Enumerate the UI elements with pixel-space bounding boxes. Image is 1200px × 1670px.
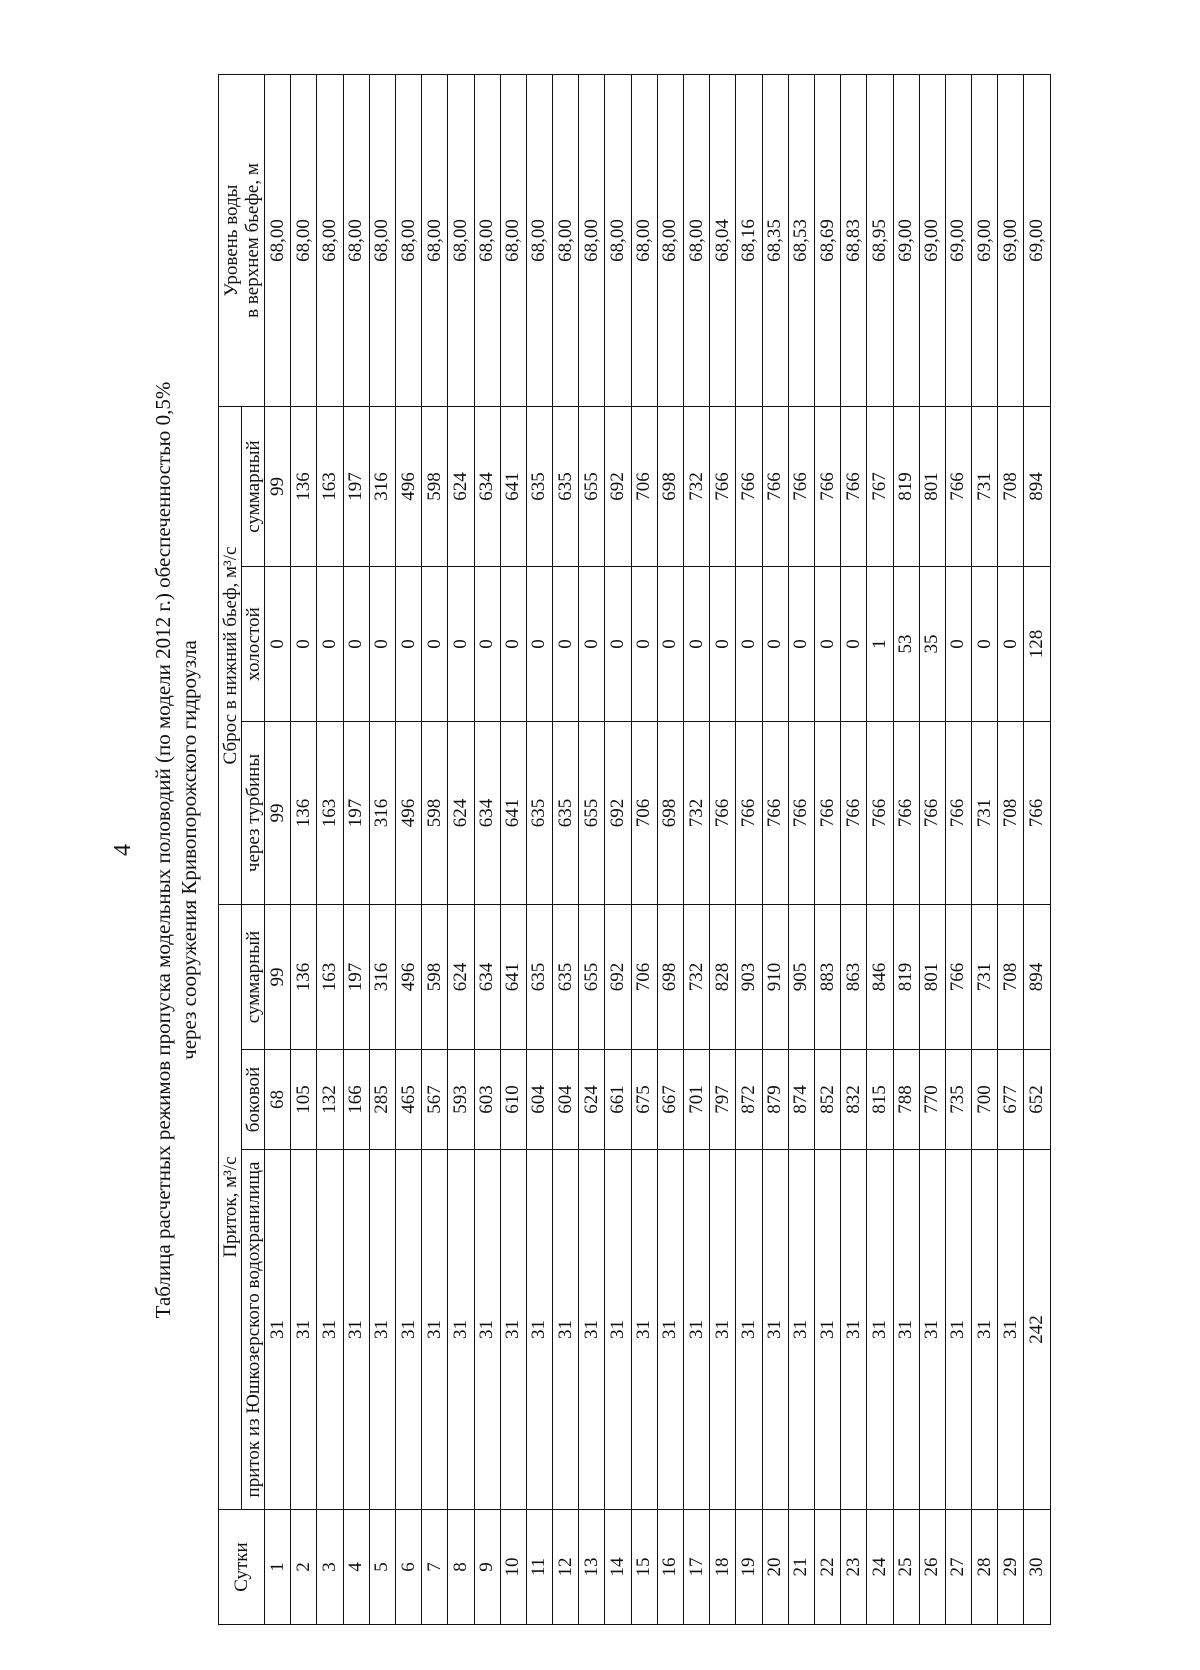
cell-inflow-lateral: 593: [448, 1050, 474, 1150]
cell-discharge-total: 767: [867, 406, 893, 566]
cell-inflow-lateral: 879: [762, 1050, 788, 1150]
cell-inflow-reservoir: 31: [553, 1150, 579, 1510]
cell-discharge-turbines: 766: [945, 721, 971, 904]
cell-inflow-total: 732: [684, 904, 710, 1049]
cell-day: 12: [553, 1510, 579, 1625]
cell-inflow-lateral: 652: [1024, 1050, 1050, 1150]
table-row: [395, 74, 421, 1624]
cell-day: 30: [1024, 1510, 1050, 1625]
cell-water-level: 68,00: [684, 74, 710, 406]
cell-inflow-lateral: 874: [788, 1050, 814, 1150]
cell-discharge-idle: 0: [395, 566, 421, 721]
cell-discharge-idle: 0: [448, 566, 474, 721]
cell-discharge-idle: 0: [631, 566, 657, 721]
cell-discharge-idle: 0: [474, 566, 500, 721]
cell-day: 14: [605, 1510, 631, 1625]
cell-inflow-lateral: 604: [553, 1050, 579, 1150]
cell-inflow-lateral: 675: [631, 1050, 657, 1150]
cell-inflow-total: 894: [1024, 904, 1050, 1049]
cell-inflow-reservoir: 31: [657, 1150, 683, 1510]
cell-discharge-idle: 0: [343, 566, 369, 721]
table-row: [500, 74, 526, 1624]
cell-inflow-total: 801: [919, 904, 945, 1049]
cell-water-level: 69,00: [919, 74, 945, 406]
cell-discharge-idle: 0: [553, 566, 579, 721]
cell-inflow-total: 598: [422, 904, 448, 1049]
cell-inflow-total: 706: [631, 904, 657, 1049]
cell-inflow-total: 766: [945, 904, 971, 1049]
cell-water-level: 68,00: [631, 74, 657, 406]
cell-day: 13: [579, 1510, 605, 1625]
table-row: [867, 74, 893, 1624]
cell-day: 24: [867, 1510, 893, 1625]
cell-inflow-total: 99: [265, 904, 291, 1049]
cell-discharge-total: 766: [788, 406, 814, 566]
table-row: [998, 74, 1024, 1624]
cell-inflow-total: 316: [369, 904, 395, 1049]
cell-inflow-reservoir: 31: [395, 1150, 421, 1510]
cell-inflow-reservoir: 31: [369, 1150, 395, 1510]
cell-discharge-idle: 0: [841, 566, 867, 721]
cell-inflow-total: 641: [500, 904, 526, 1049]
cell-water-level: 68,00: [553, 74, 579, 406]
cell-discharge-idle: 0: [369, 566, 395, 721]
cell-inflow-total: 905: [788, 904, 814, 1049]
cell-inflow-lateral: 68: [265, 1050, 291, 1150]
cell-inflow-reservoir: 31: [788, 1150, 814, 1510]
cell-inflow-total: 692: [605, 904, 631, 1049]
cell-day: 27: [945, 1510, 971, 1625]
cell-inflow-total: 883: [814, 904, 840, 1049]
table-row: [762, 74, 788, 1624]
cell-water-level: 68,83: [841, 74, 867, 406]
cell-discharge-idle: 0: [422, 566, 448, 721]
cell-discharge-turbines: 708: [998, 721, 1024, 904]
cell-discharge-idle: 0: [526, 566, 552, 721]
cell-inflow-reservoir: 31: [919, 1150, 945, 1510]
cell-day: 26: [919, 1510, 945, 1625]
cell-inflow-lateral: 788: [893, 1050, 919, 1150]
cell-inflow-reservoir: 31: [972, 1150, 998, 1510]
cell-discharge-total: 766: [814, 406, 840, 566]
table-row: [710, 74, 736, 1624]
cell-discharge-idle: 1: [867, 566, 893, 721]
cell-inflow-lateral: 567: [422, 1050, 448, 1150]
cell-inflow-reservoir: 31: [448, 1150, 474, 1510]
table-row: [972, 74, 998, 1624]
cell-day: 6: [395, 1510, 421, 1625]
cell-discharge-idle: 0: [736, 566, 762, 721]
table-row: [369, 74, 395, 1624]
cell-inflow-lateral: 700: [972, 1050, 998, 1150]
cell-discharge-total: 708: [998, 406, 1024, 566]
cell-discharge-turbines: 635: [553, 721, 579, 904]
cell-inflow-reservoir: 31: [317, 1150, 343, 1510]
cell-discharge-total: 894: [1024, 406, 1050, 566]
cell-inflow-lateral: 797: [710, 1050, 736, 1150]
cell-discharge-turbines: 197: [343, 721, 369, 904]
cell-day: 28: [972, 1510, 998, 1625]
table-row: [579, 74, 605, 1624]
cell-discharge-idle: 0: [788, 566, 814, 721]
cell-inflow-reservoir: 31: [343, 1150, 369, 1510]
cell-inflow-lateral: 285: [369, 1050, 395, 1150]
table-row: [631, 74, 657, 1624]
cell-discharge-idle: 0: [762, 566, 788, 721]
table-row: [474, 74, 500, 1624]
cell-water-level: 68,00: [448, 74, 474, 406]
cell-inflow-reservoir: 31: [291, 1150, 317, 1510]
cell-inflow-lateral: 667: [657, 1050, 683, 1150]
flood-regime-table: [218, 74, 1051, 1625]
cell-inflow-reservoir: 31: [500, 1150, 526, 1510]
cell-water-level: 68,00: [500, 74, 526, 406]
header-discharge-total: суммарный: [242, 406, 265, 566]
cell-day: 21: [788, 1510, 814, 1625]
cell-discharge-total: 496: [395, 406, 421, 566]
cell-discharge-total: 801: [919, 406, 945, 566]
cell-discharge-idle: 0: [814, 566, 840, 721]
cell-discharge-total: 692: [605, 406, 631, 566]
cell-water-level: 69,00: [893, 74, 919, 406]
cell-water-level: 68,00: [657, 74, 683, 406]
cell-inflow-reservoir: 31: [474, 1150, 500, 1510]
cell-inflow-total: 136: [291, 904, 317, 1049]
cell-discharge-idle: 0: [317, 566, 343, 721]
cell-day: 9: [474, 1510, 500, 1625]
cell-discharge-turbines: 766: [867, 721, 893, 904]
cell-discharge-idle: 0: [998, 566, 1024, 721]
cell-discharge-turbines: 598: [422, 721, 448, 904]
table-row: [1024, 74, 1050, 1624]
cell-day: 20: [762, 1510, 788, 1625]
cell-inflow-reservoir: 31: [998, 1150, 1024, 1510]
cell-day: 5: [369, 1510, 395, 1625]
cell-discharge-total: 766: [762, 406, 788, 566]
table-body: [265, 74, 1051, 1624]
cell-water-level: 68,00: [291, 74, 317, 406]
cell-water-level: 68,00: [422, 74, 448, 406]
cell-discharge-total: 316: [369, 406, 395, 566]
header-inflow-reservoir: приток из Юшкозерского водохранилища: [242, 1150, 265, 1510]
table-row: [684, 74, 710, 1624]
cell-discharge-idle: 0: [579, 566, 605, 721]
table-title: [150, 75, 202, 1625]
cell-water-level: 68,00: [605, 74, 631, 406]
table-row: [919, 74, 945, 1624]
cell-inflow-reservoir: 31: [893, 1150, 919, 1510]
cell-water-level: 68,00: [317, 74, 343, 406]
cell-discharge-idle: 53: [893, 566, 919, 721]
header-inflow-lateral: боковой: [242, 1050, 265, 1150]
cell-discharge-idle: 128: [1024, 566, 1050, 721]
cell-water-level: 68,35: [762, 74, 788, 406]
cell-day: 25: [893, 1510, 919, 1625]
cell-discharge-turbines: 496: [395, 721, 421, 904]
cell-inflow-reservoir: 31: [762, 1150, 788, 1510]
cell-inflow-reservoir: 31: [684, 1150, 710, 1510]
cell-inflow-reservoir: 31: [736, 1150, 762, 1510]
cell-inflow-total: 731: [972, 904, 998, 1049]
cell-day: 22: [814, 1510, 840, 1625]
cell-inflow-lateral: 610: [500, 1050, 526, 1150]
cell-discharge-turbines: 634: [474, 721, 500, 904]
cell-discharge-total: 766: [841, 406, 867, 566]
cell-discharge-turbines: 655: [579, 721, 605, 904]
cell-inflow-lateral: 832: [841, 1050, 867, 1150]
cell-inflow-reservoir: 31: [945, 1150, 971, 1510]
cell-discharge-turbines: 766: [814, 721, 840, 904]
cell-discharge-idle: 0: [605, 566, 631, 721]
cell-discharge-idle: 0: [291, 566, 317, 721]
cell-day: 4: [343, 1510, 369, 1625]
cell-discharge-total: 706: [631, 406, 657, 566]
cell-inflow-lateral: 132: [317, 1050, 343, 1150]
cell-inflow-total: 496: [395, 904, 421, 1049]
cell-day: 10: [500, 1510, 526, 1625]
cell-discharge-turbines: 641: [500, 721, 526, 904]
cell-inflow-reservoir: 31: [605, 1150, 631, 1510]
cell-discharge-idle: 0: [972, 566, 998, 721]
cell-day: 19: [736, 1510, 762, 1625]
cell-water-level: 68,16: [736, 74, 762, 406]
cell-day: 2: [291, 1510, 317, 1625]
cell-water-level: 68,00: [369, 74, 395, 406]
cell-water-level: 68,69: [814, 74, 840, 406]
table-row: [893, 74, 919, 1624]
cell-inflow-total: 819: [893, 904, 919, 1049]
cell-inflow-reservoir: 31: [814, 1150, 840, 1510]
cell-inflow-lateral: 677: [998, 1050, 1024, 1150]
cell-inflow-reservoir: 31: [422, 1150, 448, 1510]
cell-discharge-total: 99: [265, 406, 291, 566]
table-row: [553, 74, 579, 1624]
cell-discharge-turbines: 692: [605, 721, 631, 904]
cell-discharge-idle: 0: [945, 566, 971, 721]
cell-discharge-turbines: 635: [526, 721, 552, 904]
header-discharge-idle: холостой: [242, 566, 265, 721]
cell-day: 18: [710, 1510, 736, 1625]
cell-inflow-total: 655: [579, 904, 605, 1049]
cell-inflow-lateral: 624: [579, 1050, 605, 1150]
cell-inflow-total: 635: [553, 904, 579, 1049]
cell-discharge-total: 698: [657, 406, 683, 566]
header-inflow-total: суммарный: [242, 904, 265, 1049]
cell-discharge-total: 197: [343, 406, 369, 566]
cell-inflow-lateral: 872: [736, 1050, 762, 1150]
cell-inflow-total: 708: [998, 904, 1024, 1049]
cell-discharge-turbines: 163: [317, 721, 343, 904]
table-row: [841, 74, 867, 1624]
cell-day: 23: [841, 1510, 867, 1625]
cell-discharge-total: 766: [945, 406, 971, 566]
cell-inflow-total: 698: [657, 904, 683, 1049]
table-row: [945, 74, 971, 1624]
cell-discharge-turbines: 766: [788, 721, 814, 904]
cell-discharge-total: 635: [526, 406, 552, 566]
cell-inflow-lateral: 770: [919, 1050, 945, 1150]
cell-day: 16: [657, 1510, 683, 1625]
cell-discharge-turbines: 99: [265, 721, 291, 904]
cell-discharge-total: 819: [893, 406, 919, 566]
cell-inflow-lateral: 852: [814, 1050, 840, 1150]
cell-inflow-lateral: 604: [526, 1050, 552, 1150]
header-day: Сутки: [219, 1510, 265, 1625]
cell-inflow-total: 635: [526, 904, 552, 1049]
cell-inflow-lateral: 105: [291, 1050, 317, 1150]
header-discharge-turbines: через турбины: [242, 721, 265, 904]
cell-discharge-turbines: 766: [736, 721, 762, 904]
cell-inflow-reservoir: 31: [841, 1150, 867, 1510]
cell-inflow-total: 163: [317, 904, 343, 1049]
cell-discharge-total: 163: [317, 406, 343, 566]
cell-water-level: 68,00: [265, 74, 291, 406]
cell-inflow-lateral: 603: [474, 1050, 500, 1150]
header-water-level: [219, 74, 265, 406]
cell-discharge-idle: 0: [710, 566, 736, 721]
header-discharge: Сброс в нижний бьеф, м³/с: [219, 406, 242, 904]
cell-water-level: 68,04: [710, 74, 736, 406]
cell-water-level: 68,00: [579, 74, 605, 406]
cell-inflow-reservoir: 31: [710, 1150, 736, 1510]
cell-discharge-turbines: 766: [919, 721, 945, 904]
cell-discharge-turbines: 316: [369, 721, 395, 904]
cell-inflow-reservoir: 31: [579, 1150, 605, 1510]
cell-inflow-lateral: 735: [945, 1050, 971, 1150]
cell-inflow-reservoir: 242: [1024, 1150, 1050, 1510]
cell-discharge-total: 731: [972, 406, 998, 566]
title-line-1: Таблица расчетных режимов пропуска модельных половодий (по модели 2012 г.) обеспеченностью 0,5%: [151, 381, 175, 1319]
cell-inflow-lateral: 465: [395, 1050, 421, 1150]
cell-inflow-total: 903: [736, 904, 762, 1049]
cell-discharge-idle: 0: [265, 566, 291, 721]
cell-day: 15: [631, 1510, 657, 1625]
cell-discharge-total: 766: [710, 406, 736, 566]
cell-water-level: 69,00: [945, 74, 971, 406]
cell-water-level: 68,53: [788, 74, 814, 406]
table-row: [265, 74, 291, 1624]
cell-water-level: 68,00: [395, 74, 421, 406]
table-row: [736, 74, 762, 1624]
header-inflow: Приток, м³/с: [219, 904, 242, 1509]
cell-day: 7: [422, 1510, 448, 1625]
cell-day: 8: [448, 1510, 474, 1625]
cell-inflow-total: 846: [867, 904, 893, 1049]
cell-inflow-total: 634: [474, 904, 500, 1049]
cell-discharge-total: 635: [553, 406, 579, 566]
cell-discharge-idle: 0: [500, 566, 526, 721]
table-row: [605, 74, 631, 1624]
table-row: [343, 74, 369, 1624]
cell-water-level: 68,00: [343, 74, 369, 406]
cell-discharge-idle: 0: [684, 566, 710, 721]
table-row: [657, 74, 683, 1624]
cell-water-level: 68,95: [867, 74, 893, 406]
table-row: [448, 74, 474, 1624]
cell-water-level: 68,00: [474, 74, 500, 406]
cell-discharge-turbines: 731: [972, 721, 998, 904]
cell-water-level: 69,00: [1024, 74, 1050, 406]
cell-discharge-total: 624: [448, 406, 474, 566]
cell-discharge-idle: 0: [657, 566, 683, 721]
cell-day: 29: [998, 1510, 1024, 1625]
table-row: [814, 74, 840, 1624]
cell-day: 1: [265, 1510, 291, 1625]
table-row: [422, 74, 448, 1624]
cell-discharge-total: 655: [579, 406, 605, 566]
cell-discharge-total: 732: [684, 406, 710, 566]
cell-discharge-turbines: 766: [841, 721, 867, 904]
cell-discharge-total: 766: [736, 406, 762, 566]
cell-inflow-total: 828: [710, 904, 736, 1049]
cell-inflow-reservoir: 31: [867, 1150, 893, 1510]
header-level-line-2: в верхнем бьефе, м: [241, 163, 263, 318]
cell-discharge-turbines: 136: [291, 721, 317, 904]
cell-discharge-total: 634: [474, 406, 500, 566]
cell-discharge-total: 598: [422, 406, 448, 566]
cell-inflow-lateral: 661: [605, 1050, 631, 1150]
cell-day: 11: [526, 1510, 552, 1625]
cell-day: 3: [317, 1510, 343, 1625]
cell-discharge-total: 641: [500, 406, 526, 566]
cell-discharge-turbines: 624: [448, 721, 474, 904]
cell-inflow-reservoir: 31: [526, 1150, 552, 1510]
cell-discharge-turbines: 766: [1024, 721, 1050, 904]
cell-discharge-turbines: 766: [710, 721, 736, 904]
table-row: [317, 74, 343, 1624]
cell-inflow-lateral: 701: [684, 1050, 710, 1150]
cell-inflow-total: 910: [762, 904, 788, 1049]
title-line-2: через сооружения Кривопорожского гидроузла: [177, 640, 201, 1060]
table-row: [526, 74, 552, 1624]
cell-day: 17: [684, 1510, 710, 1625]
cell-inflow-total: 197: [343, 904, 369, 1049]
header-level-line-1: Уровень воды: [220, 184, 242, 297]
page-number: 4: [110, 844, 136, 856]
cell-inflow-total: 624: [448, 904, 474, 1049]
cell-water-level: 68,00: [526, 74, 552, 406]
cell-water-level: 69,00: [998, 74, 1024, 406]
cell-inflow-lateral: 815: [867, 1050, 893, 1150]
cell-inflow-reservoir: 31: [265, 1150, 291, 1510]
table-row: [788, 74, 814, 1624]
cell-discharge-turbines: 766: [762, 721, 788, 904]
cell-discharge-turbines: 698: [657, 721, 683, 904]
cell-discharge-turbines: 732: [684, 721, 710, 904]
cell-inflow-lateral: 166: [343, 1050, 369, 1150]
cell-discharge-turbines: 766: [893, 721, 919, 904]
table-row: [291, 74, 317, 1624]
cell-water-level: 69,00: [972, 74, 998, 406]
cell-discharge-idle: 35: [919, 566, 945, 721]
cell-discharge-turbines: 706: [631, 721, 657, 904]
cell-discharge-total: 136: [291, 406, 317, 566]
cell-inflow-total: 863: [841, 904, 867, 1049]
rotated-page: [110, 75, 1070, 1625]
cell-inflow-reservoir: 31: [631, 1150, 657, 1510]
